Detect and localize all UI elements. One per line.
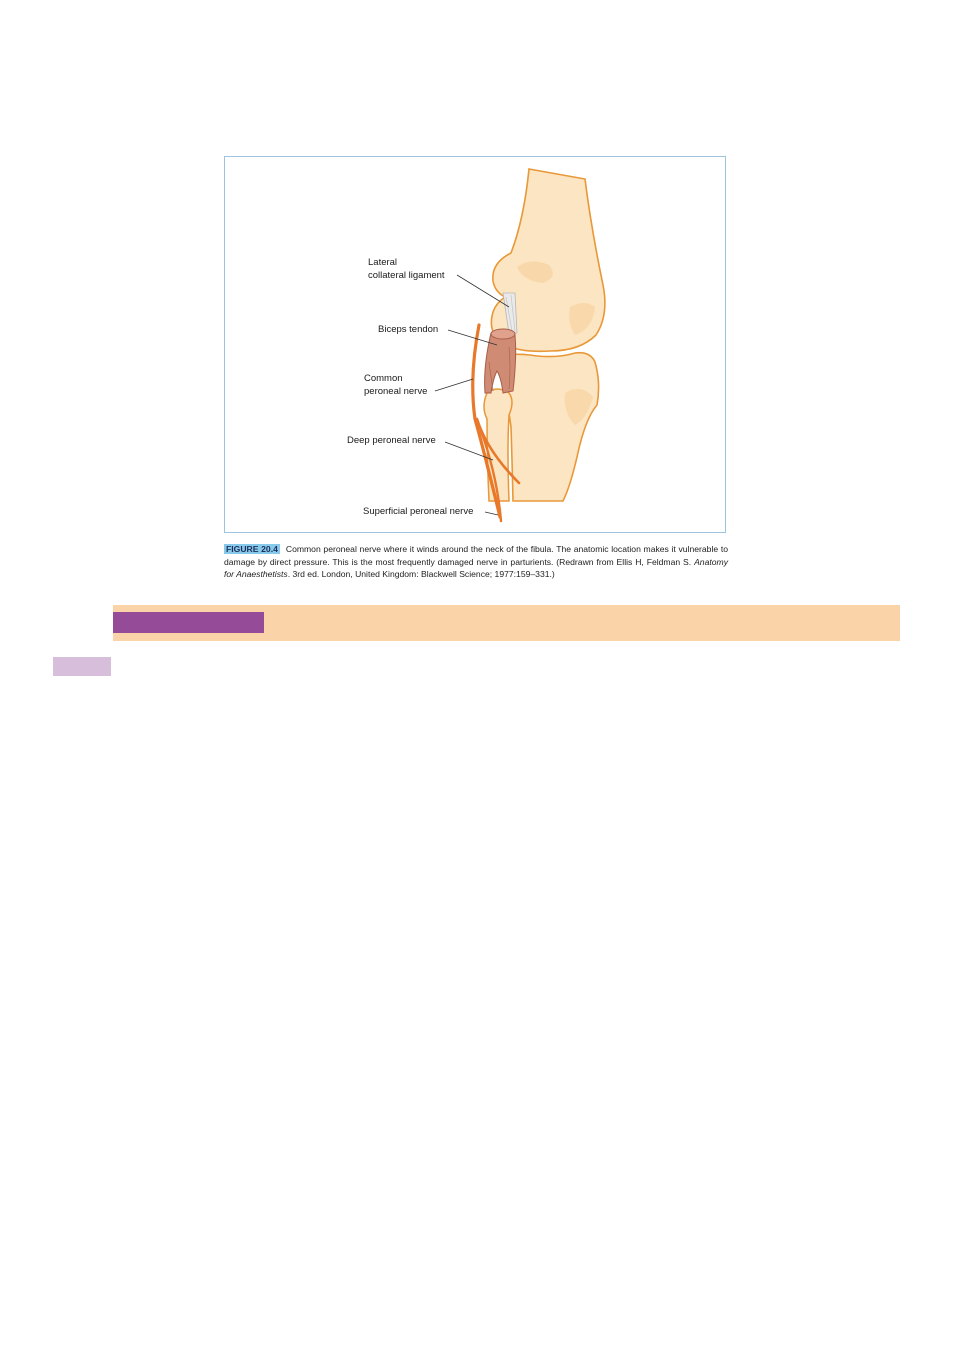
label-superficial-peroneal-nerve: Superficial peroneal nerve: [363, 506, 474, 517]
section-header-tab: [113, 612, 264, 633]
biceps-tendon: [485, 330, 516, 393]
label-biceps-tendon: Biceps tendon: [378, 324, 439, 335]
caption-book-title: Anatomy for Anaesthetists: [224, 556, 728, 580]
label-common-peroneal-nerve: [364, 373, 427, 398]
label-common-line1: Common: [364, 373, 403, 384]
label-common-line2: peroneal nerve: [364, 385, 428, 397]
anatomy-figure: [224, 156, 726, 533]
label-lateral-collateral-ligament: [368, 257, 445, 282]
caption-text: Common peroneal nerve where it winds around the neck of the fibula. The anatomic location makes it vulnerable to damage by direct pressure. This is the most frequently damaged nerve in parturients. (Redrawn from Ellis H, Feldman S.: [224, 544, 728, 567]
label-lateral-line2: collateral ligament: [368, 269, 445, 281]
knee-illustration: [225, 157, 727, 534]
label-lateral-line1: Lateral: [368, 257, 398, 268]
figure-number: FIGURE 20.4: [226, 544, 278, 554]
section-header-band: [113, 605, 900, 641]
margin-tab: [53, 657, 111, 676]
caption-citation: . 3rd ed. London, United Kingdom: Blackwell Science; 1977:159–331.): [287, 569, 555, 580]
figure-caption: [224, 543, 728, 581]
label-deep-peroneal-nerve: Deep peroneal nerve: [347, 435, 436, 446]
